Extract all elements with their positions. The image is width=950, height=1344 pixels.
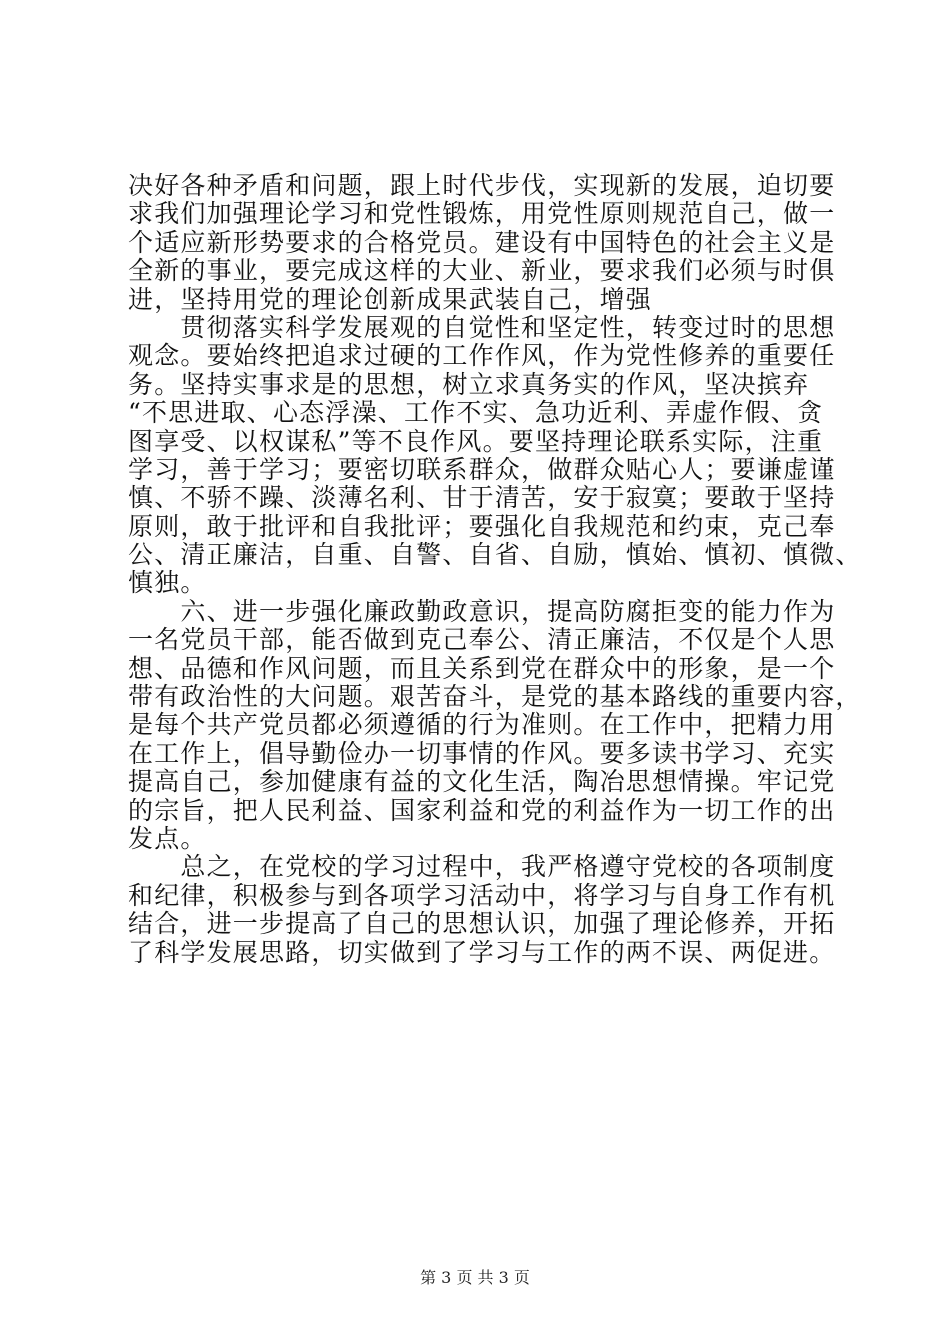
document-body (128, 171, 862, 967)
text-line: 了科学发展思路，切实做到了学习与工作的两不误、两促进。 (128, 937, 836, 967)
text-line: 进，坚持用党的理论创新成果武装自己，增强 (128, 284, 653, 314)
text-line: 发点。 (128, 823, 207, 853)
text-line: 在工作上，倡导勤俭办一切事情的作风。要多读书学习、充实 (128, 738, 836, 768)
text-line: 慎、不骄不躁、淡薄名利、甘于清苦，安于寂寞；要敢于坚持 (128, 483, 836, 513)
text-line: 想、品德和作风问题，而且关系到党在群众中的形象，是一个 (128, 653, 836, 683)
text-line: 公、清正廉洁，自重、自警、自省、自励，慎始、慎初、慎微、 (128, 540, 862, 570)
text-line: 个适应新形势要求的合格党员。建设有中国特色的社会主义是 (128, 227, 836, 257)
text-line: 带有政治性的大问题。艰苦奋斗，是党的基本路线的重要内容， (128, 682, 862, 712)
text-line: 观念。要始终把追求过硬的工作作风，作为党性修养的重要任 (128, 341, 836, 371)
text-line: 的宗旨，把人民利益、国家利益和党的利益作为一切工作的出 (128, 795, 836, 825)
text-line: “不思进取、心态浮澡、工作不实、急功近利、弄虚作假、贪 (128, 398, 824, 428)
text-line: 学习，善于学习；要密切联系群众，做群众贴心人；要谦虚谨 (128, 454, 836, 484)
text-line: 和纪律，积极参与到各项学习活动中，将学习与自身工作有机 (128, 880, 836, 910)
text-line: 是每个共产党员都必须遵循的行为准则。在工作中，把精力用 (128, 710, 836, 740)
page-number-label: 第 3 页 共 3 页 (420, 1268, 530, 1287)
text-line: 决好各种矛盾和问题，跟上时代步伐，实现新的发展，迫切要 (128, 171, 836, 200)
text-line: 总之，在党校的学习过程中，我严格遵守党校的各项制度 (128, 852, 836, 882)
text-line: 六、进一步强化廉政勤政意识，提高防腐拒变的能力作为 (128, 596, 836, 626)
text-line: 求我们加强理论学习和党性锻炼，用党性原则规范自己，做一 (128, 199, 836, 229)
text-line: 务。坚持实事求是的思想，树立求真务实的作风，坚决摈弃 (128, 369, 810, 399)
text-line: 贯彻落实科学发展观的自觉性和坚定性，转变过时的思想 (128, 312, 836, 342)
text-line: 提高自己，参加健康有益的文化生活，陶冶思想情操。牢记党 (128, 767, 836, 797)
text-line: 慎独。 (128, 568, 207, 598)
text-line: 原则，敢于批评和自我批评；要强化自我规范和约束，克己奉 (128, 511, 836, 541)
text-line: 图享受、以权谋私”等不良作风。要坚持理论联系实际，注重 (128, 426, 824, 456)
text-line: 全新的事业，要完成这样的大业、新业，要求我们必须与时俱 (128, 256, 836, 286)
page-footer (0, 1268, 950, 1288)
text-line: 一名党员干部，能否做到克己奉公、清正廉洁，不仅是个人思 (128, 625, 836, 655)
text-line: 结合，进一步提高了自己的思想认识，加强了理论修养，开拓 (128, 909, 836, 939)
